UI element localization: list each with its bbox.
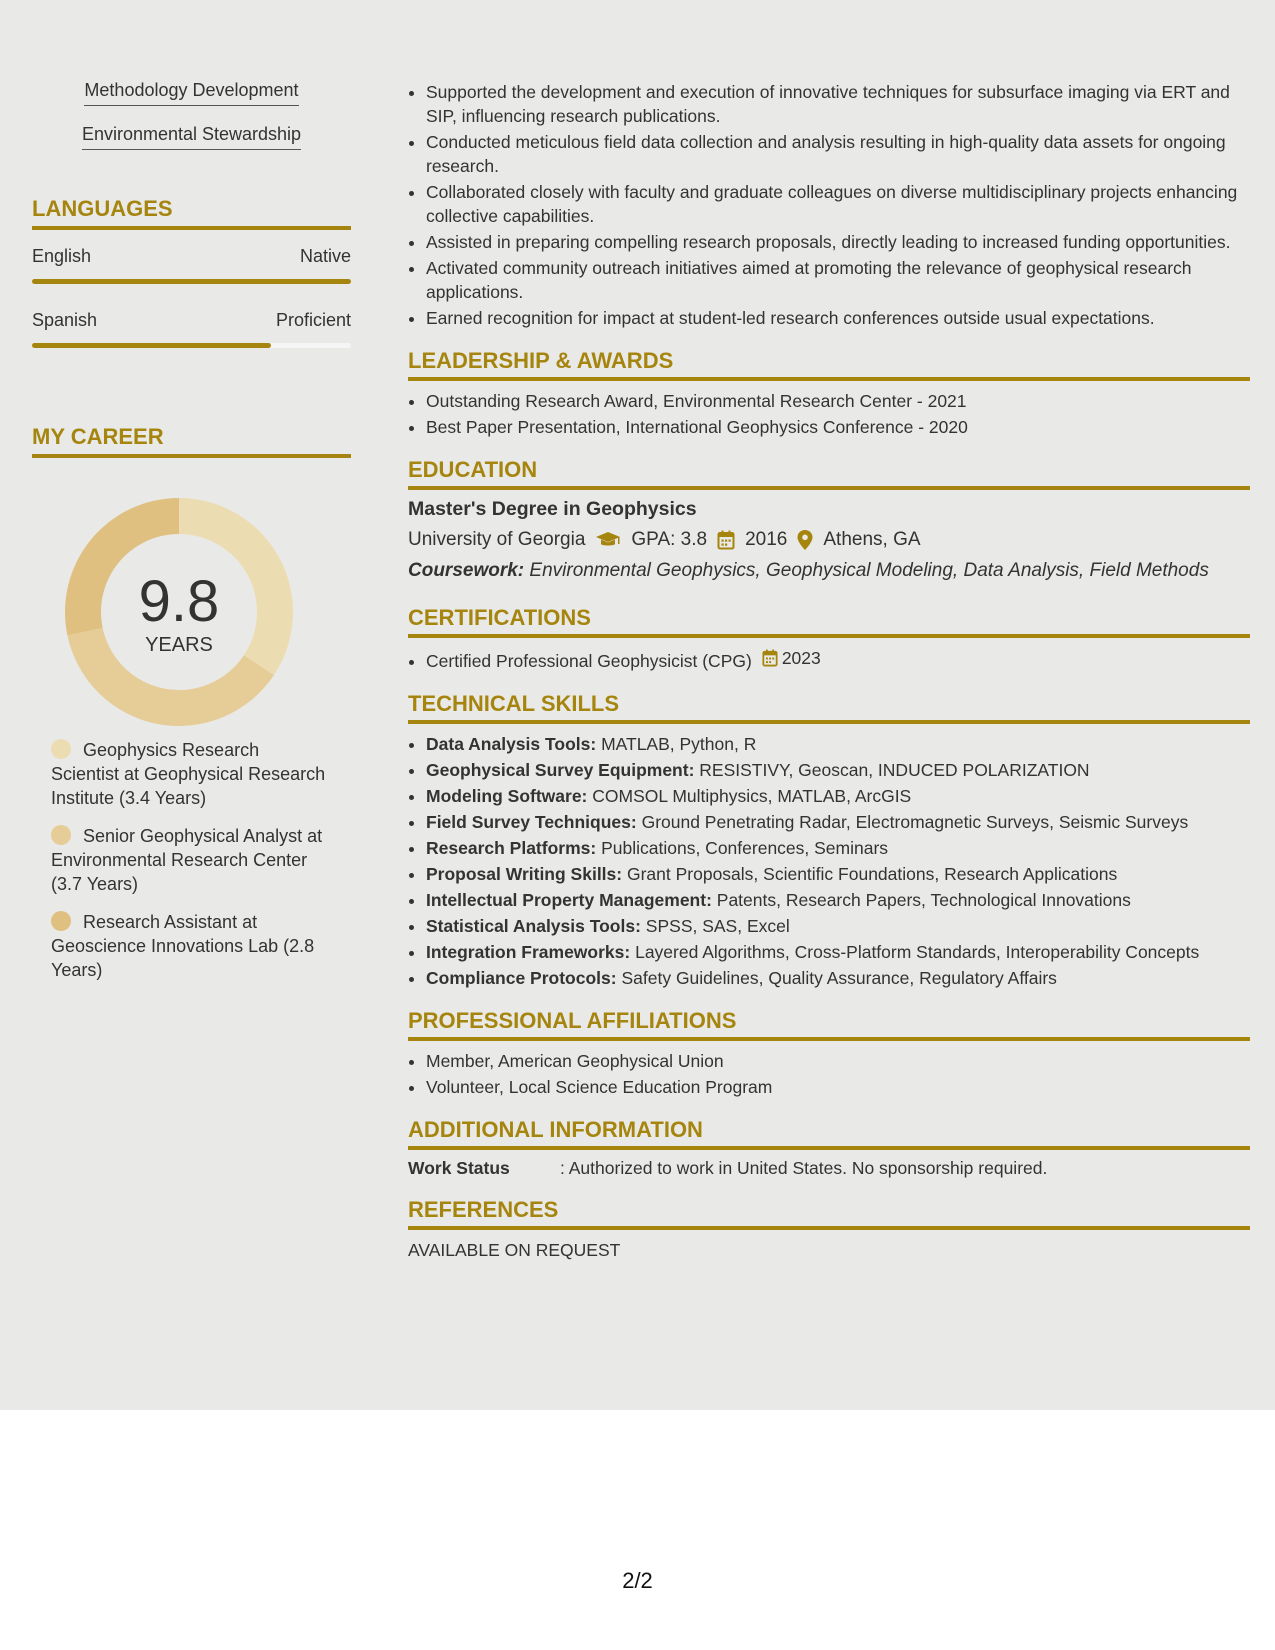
list-item: • Earned recognition for impact at student-led research conferences outside usual expectations.: [426, 306, 1250, 330]
location-pin-icon: [797, 530, 813, 550]
experience-bullets: [408, 80, 1250, 330]
list-item: [426, 914, 1250, 938]
legend-label: Research Assistant at Geoscience Innovations Lab (2.8 Years): [51, 912, 315, 980]
list-item: • Collaborated closely with faculty and graduate colleagues on diverse multidisciplinary projects enhancing collective capabilities.: [426, 180, 1250, 228]
technical-skills-list: [408, 732, 1250, 990]
language-name: English: [32, 246, 92, 266]
technical-skills-heading: TECHNICAL SKILLS: [408, 691, 1250, 724]
career-legend-item: [32, 738, 331, 810]
skill-label: Field Survey Techniques:: [426, 812, 637, 832]
work-status-label: Work Status: [408, 1158, 510, 1178]
skill-tags: [32, 80, 351, 150]
legend-dot: [51, 739, 71, 759]
degree-title: Master's Degree in Geophysics: [408, 498, 697, 520]
list-item: • Activated community outreach initiatives aimed at promoting the relevance of geophysical research applications.: [426, 256, 1250, 304]
list-item: • Supported the development and execution of innovative techniques for subsurface imaging via ERT and SIP, influencing research publications.: [426, 80, 1250, 128]
skill-value: Safety Guidelines, Quality Assurance, Regulatory Affairs: [621, 968, 1057, 988]
language-bar: [32, 343, 351, 348]
list-item: • Conducted meticulous field data collection and analysis resulting in high-quality data assets for ongoing research.: [426, 130, 1250, 178]
affiliations-heading: PROFESSIONAL AFFILIATIONS: [408, 1008, 1250, 1041]
legend-dot: [51, 911, 71, 931]
skill-value: SPSS, SAS, Excel: [645, 916, 790, 936]
school-location: Athens, GA: [823, 529, 921, 550]
sidebar: [32, 80, 351, 996]
references-text: AVAILABLE ON REQUEST: [408, 1240, 621, 1260]
skill-value: RESISTIVY, Geoscan, INDUCED POLARIZATION: [699, 760, 1090, 780]
list-item: [426, 732, 1250, 756]
education-heading: EDUCATION: [408, 457, 1250, 490]
school-name: University of Georgia: [408, 529, 586, 550]
skill-label: Modeling Software:: [426, 786, 588, 806]
language-bar: [32, 279, 351, 284]
list-item: • Best Paper Presentation, International Geophysics Conference - 2020: [426, 415, 1250, 439]
certification-name: Certified Professional Geophysicist (CPG): [426, 651, 752, 671]
gpa: GPA: 3.8: [631, 529, 708, 550]
skill-tag: Methodology Development: [84, 80, 298, 106]
list-item: [426, 784, 1250, 808]
career-legend-item: [32, 910, 331, 982]
skill-label: Research Platforms:: [426, 838, 597, 858]
coursework-label: Coursework:: [408, 560, 525, 581]
skill-label: Data Analysis Tools:: [426, 734, 597, 754]
list-item: [426, 836, 1250, 860]
work-status-value: : Authorized to work in United States. No sponsorship required.: [560, 1158, 1048, 1178]
legend-label: Senior Geophysical Analyst at Environmental Research Center (3.7 Years): [51, 826, 323, 894]
calendar-icon: [762, 649, 778, 667]
career-unit: YEARS: [145, 634, 213, 656]
skill-label: Intellectual Property Management:: [426, 890, 712, 910]
skill-value: Publications, Conferences, Seminars: [601, 838, 889, 858]
certifications-list: [408, 646, 1250, 673]
leadership-list: [408, 389, 1250, 439]
languages-heading: LANGUAGES: [32, 196, 351, 230]
calendar-icon: [717, 530, 735, 550]
list-item: [426, 888, 1250, 912]
education-entry: [408, 498, 1250, 583]
list-item: [426, 940, 1250, 964]
references-heading: REFERENCES: [408, 1197, 1250, 1230]
work-status-row: [408, 1158, 1250, 1179]
language-level: Native: [299, 246, 351, 266]
coursework: [408, 559, 1250, 583]
list-item: • Outstanding Research Award, Environmental Research Center - 2021: [426, 389, 1250, 413]
skill-label: Integration Frameworks:: [426, 942, 631, 962]
leadership-heading: LEADERSHIP & AWARDS: [408, 348, 1250, 381]
skill-value: Layered Algorithms, Cross-Platform Standards, Interoperability Concepts: [635, 942, 1200, 962]
skill-label: Proposal Writing Skills:: [426, 864, 623, 884]
career-legend: [32, 738, 351, 982]
skill-value: COMSOL Multiphysics, MATLAB, ArcGIS: [592, 786, 912, 806]
language-bar-fill: [32, 343, 271, 348]
legend-dot: [51, 825, 71, 845]
graduation-cap-icon: [595, 531, 621, 549]
skill-label: Geophysical Survey Equipment:: [426, 760, 695, 780]
coursework-list: Environmental Geophysics, Geophysical Modeling, Data Analysis, Field Methods: [529, 560, 1209, 581]
language-item: [32, 310, 351, 348]
additional-info-heading: ADDITIONAL INFORMATION: [408, 1117, 1250, 1150]
legend-label: Geophysics Research Scientist at Geophysical Research Institute (3.4 Years): [51, 740, 326, 808]
list-item: • Volunteer, Local Science Education Program: [426, 1075, 1250, 1099]
skill-label: Compliance Protocols:: [426, 968, 617, 988]
career-total-value: 9.8: [138, 569, 220, 634]
career-legend-item: [32, 824, 331, 896]
main-content: [408, 80, 1250, 1261]
certification-year: 2023: [781, 648, 821, 668]
list-item: • Member, American Geophysical Union: [426, 1049, 1250, 1073]
graduation-year: 2016: [745, 529, 788, 550]
language-bar-fill: [32, 279, 351, 284]
list-item: [426, 862, 1250, 886]
skill-value: Patents, Research Papers, Technological Innovations: [716, 890, 1131, 910]
page-number: 2/2: [622, 1568, 653, 1593]
certifications-heading: CERTIFICATIONS: [408, 605, 1250, 638]
list-item: [426, 966, 1250, 990]
language-item: [32, 246, 351, 284]
list-item: • Assisted in preparing compelling research proposals, directly leading to increased funding opportunities.: [426, 230, 1250, 254]
language-level: Proficient: [275, 310, 351, 330]
skill-tag: Environmental Stewardship: [82, 124, 301, 150]
language-name: Spanish: [32, 310, 98, 330]
list-item: [426, 810, 1250, 834]
list-item: [426, 646, 1250, 673]
skill-label: Statistical Analysis Tools:: [426, 916, 641, 936]
skill-value: Ground Penetrating Radar, Electromagnetic Surveys, Seismic Surveys: [641, 812, 1189, 832]
career-heading: MY CAREER: [32, 424, 351, 458]
affiliations-list: [408, 1049, 1250, 1099]
skill-value: Grant Proposals, Scientific Foundations, Research Applications: [626, 864, 1118, 884]
career-donut-chart: [32, 498, 351, 738]
list-item: [426, 758, 1250, 782]
skill-value: MATLAB, Python, R: [601, 734, 757, 754]
